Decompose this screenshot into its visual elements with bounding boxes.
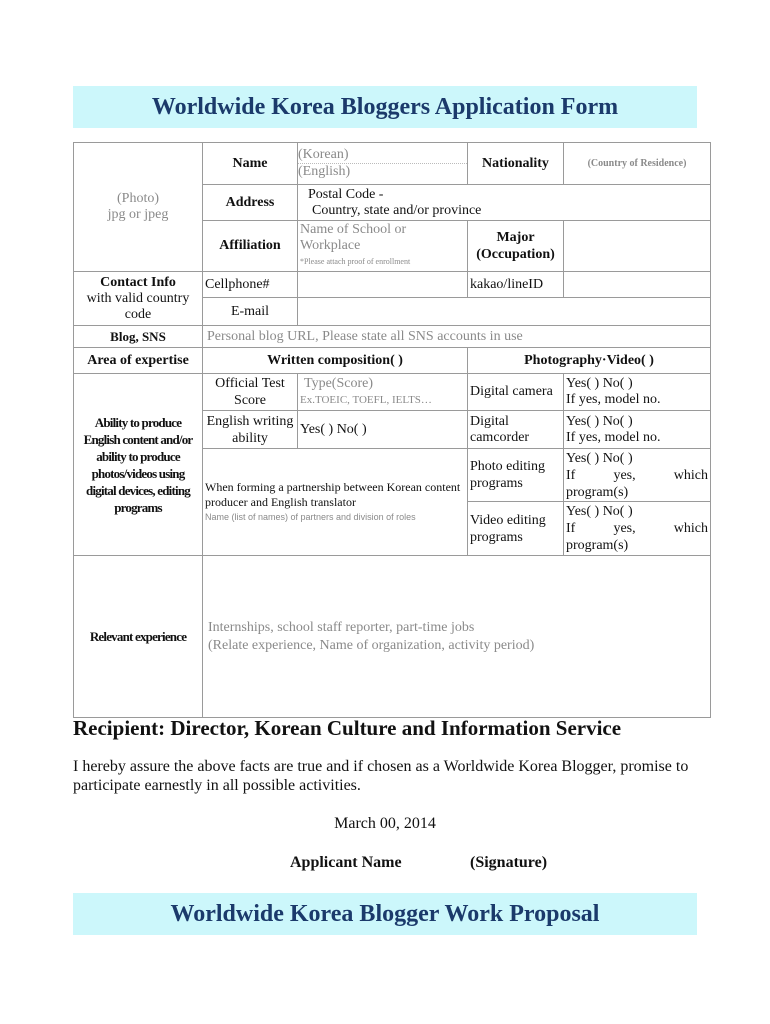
recipient-heading: Recipient: Director, Korean Culture and Information Service (73, 716, 622, 740)
video-editing-programs: program(s) (566, 538, 629, 553)
nationality-hint: (Country of Residence) (587, 158, 687, 169)
video-editing-if: If (566, 521, 576, 536)
photo-editing-label: Photo editing programs (468, 449, 564, 502)
photo-editing-programs: program(s) (566, 484, 629, 500)
digital-camera-field[interactable] (564, 374, 711, 411)
test-score-label: Official Test Score (203, 374, 298, 411)
address-label: Address (203, 185, 298, 221)
major-label: Major (496, 230, 535, 245)
photo-editing-field[interactable] (564, 449, 711, 502)
test-example-hint: Ex.TOEIC, TOEFL, IELTS… (300, 394, 432, 406)
experience-label: Relevant experience (74, 556, 203, 718)
camcorder-model-hint: If yes, model no. (566, 429, 661, 445)
major-label-cell (468, 221, 564, 272)
photo-editing-yes-no[interactable]: Yes( ) No( ) (566, 450, 633, 466)
experience-hint-1: Internships, school staff reporter, part-time jobs (208, 619, 475, 635)
nationality-label: Nationality (468, 143, 564, 185)
form-title-banner (73, 86, 697, 128)
video-editing-which: which (673, 521, 708, 536)
digital-camcorder-label: Digital camcorder (468, 411, 564, 449)
name-english-hint: (English) (298, 164, 351, 179)
country-state-line: Country, state and/or province (312, 202, 482, 218)
contact-info-cell (74, 272, 203, 326)
photo-editing-which-line (566, 467, 708, 484)
proposal-title: Worldwide Korea Blogger Work Proposal (170, 901, 600, 927)
photo-label: (Photo) (117, 191, 159, 206)
photo-editing-yes: yes, (613, 467, 636, 483)
email-field[interactable] (298, 298, 711, 326)
english-writing-yes-no[interactable]: Yes( ) No( ) (298, 411, 468, 449)
camera-model-hint: If yes, model no. (566, 392, 661, 407)
photo-editing-if: If (566, 467, 576, 483)
signature-label: (Signature) (470, 854, 548, 871)
blog-label: Blog, SNS (74, 326, 203, 348)
photo-cell[interactable] (74, 143, 203, 272)
name-label: Name (203, 143, 298, 185)
name-korean-hint: (Korean) (298, 147, 467, 164)
affiliation-hint: Name of School or Workplace (300, 222, 407, 253)
partnership-cell[interactable] (203, 449, 468, 556)
english-writing-label: English writing ability (203, 411, 298, 449)
written-composition-option[interactable]: Written composition( ) (203, 348, 468, 374)
experience-hint-2: (Relate experience, Name of organization, activity period) (208, 637, 535, 653)
nationality-field[interactable] (564, 143, 711, 185)
camera-yes-no[interactable]: Yes( ) No( ) (566, 376, 633, 391)
contact-label: Contact Info (100, 274, 176, 290)
kakao-label: kakao/lineID (468, 272, 564, 298)
affiliation-field[interactable] (298, 221, 468, 272)
video-editing-label: Video editing programs (468, 502, 564, 556)
email-label: E-mail (203, 298, 298, 326)
partnership-text: When forming a partnership between Korean content producer and English translator (205, 479, 461, 509)
occupation-label: (Occupation) (476, 247, 555, 262)
test-type-hint: Type(Score) (304, 376, 373, 391)
affiliation-note: *Please attach proof of enrollment (300, 257, 411, 266)
cellphone-field[interactable] (298, 272, 468, 298)
camcorder-yes-no[interactable]: Yes( ) No( ) (566, 413, 633, 429)
postal-code-line: Postal Code - (308, 186, 384, 202)
major-field[interactable] (564, 221, 711, 272)
test-score-field[interactable] (298, 374, 468, 411)
expertise-label: Area of expertise (74, 348, 203, 374)
photo-format-hint: jpg or jpeg (107, 207, 169, 222)
application-form-table (73, 142, 711, 718)
assurance-statement: I hereby assure the above facts are true and if chosen as a Worldwide Korea Blogger, promise to participate earnestly in all possible activities. (73, 758, 689, 794)
proposal-title-banner (73, 893, 697, 935)
address-field[interactable] (298, 185, 711, 221)
form-title: Worldwide Korea Bloggers Application Form (151, 94, 619, 120)
blog-field[interactable] (203, 326, 711, 348)
ability-label: Ability to produce English content and/or ability to produce photos/videos using digital devices, editing programs (74, 374, 203, 556)
video-editing-field[interactable] (564, 502, 711, 556)
photo-video-option[interactable]: Photography·Video( ) (468, 348, 711, 374)
contact-sub-label: with valid country code (86, 290, 190, 322)
partnership-hint: Name (list of names) of partners and division of roles (205, 511, 416, 522)
digital-camcorder-field[interactable] (564, 411, 711, 449)
digital-camera-label: Digital camera (468, 374, 564, 411)
kakao-field[interactable] (564, 272, 711, 298)
cellphone-label: Cellphone# (203, 272, 298, 298)
experience-field[interactable] (203, 556, 711, 718)
name-field[interactable] (298, 143, 468, 185)
application-date: March 00, 2014 (334, 815, 436, 832)
video-editing-yes-no[interactable]: Yes( ) No( ) (566, 504, 633, 519)
blog-hint: Personal blog URL, Please state all SNS accounts in use (207, 328, 523, 344)
video-editing-yes: yes, (613, 521, 636, 536)
affiliation-label: Affiliation (203, 221, 298, 272)
applicant-name-label: Applicant Name (290, 854, 402, 871)
photo-editing-which: which (673, 467, 708, 483)
video-editing-which-line (566, 520, 708, 537)
